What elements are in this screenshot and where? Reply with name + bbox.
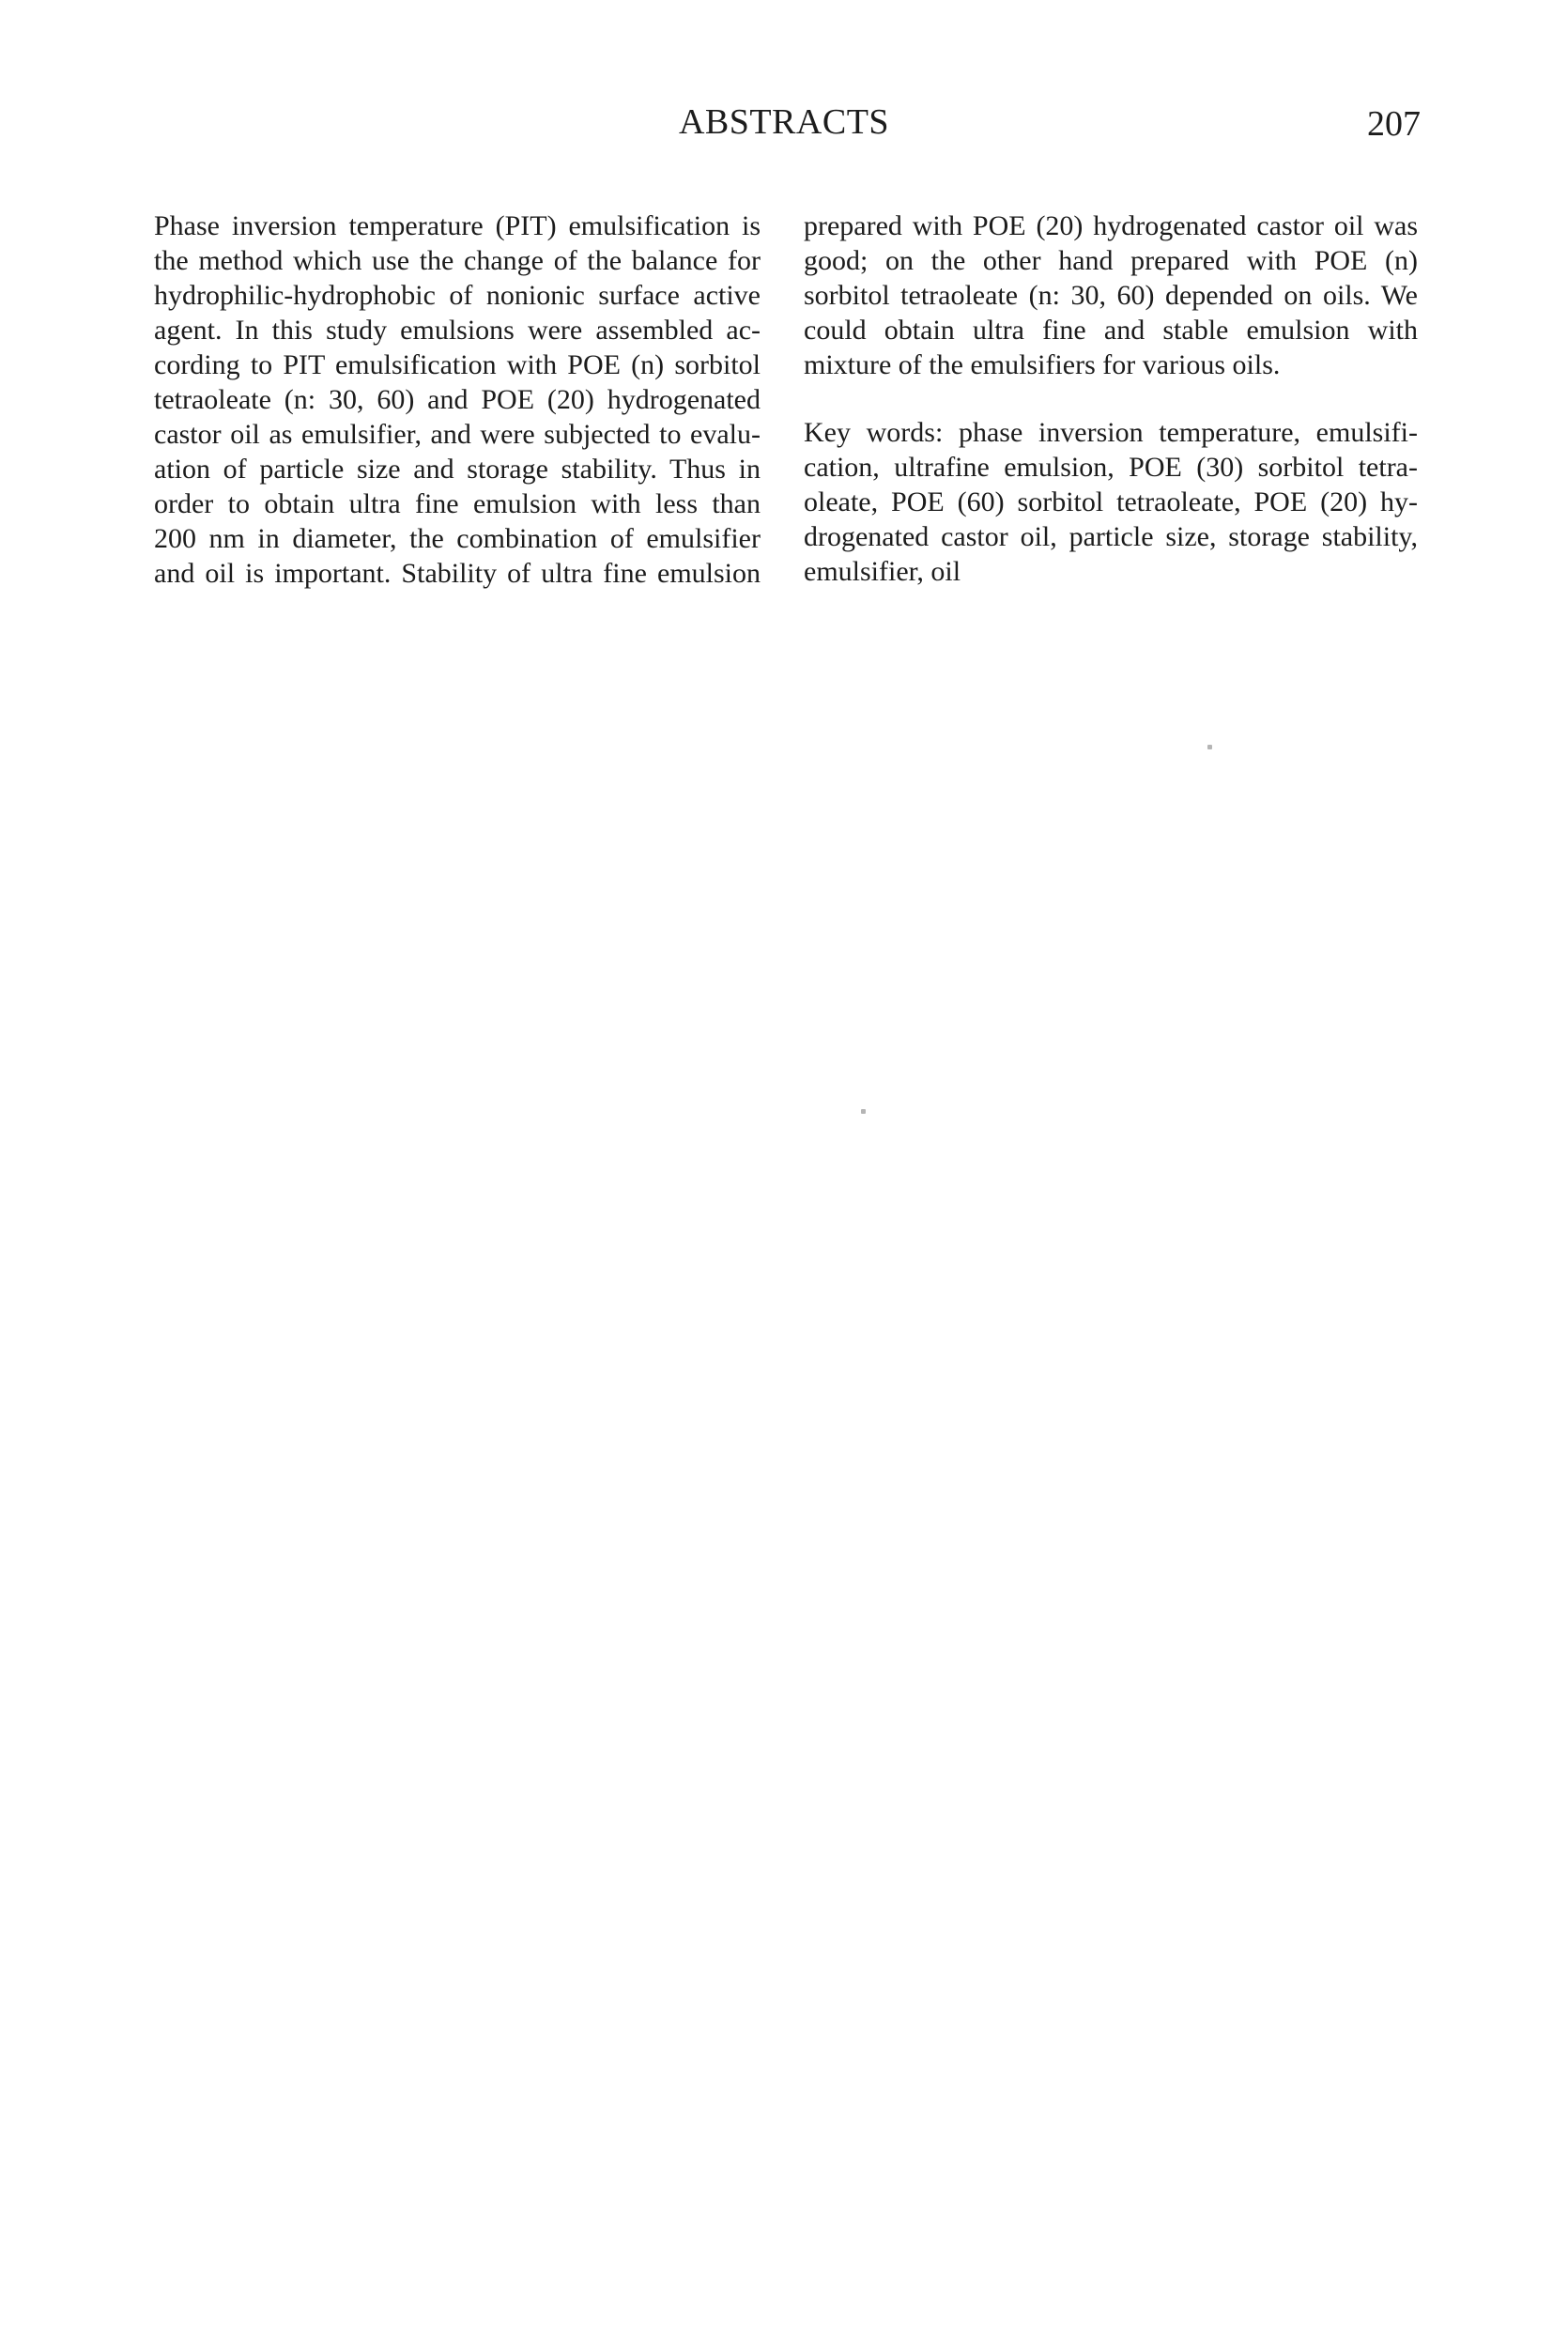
text-line: the method which use the change of the balance for (154, 245, 761, 276)
text-line: emulsifier, oil (804, 556, 961, 587)
text-line: castor oil as emulsifier, and were subjected to evalu- (154, 419, 761, 450)
text-line: hydrophilic-hydrophobic of nonionic surface active (154, 280, 761, 311)
text-line: and oil is important. Stability of ultra fine emulsion (154, 558, 761, 589)
text-line: good; on the other hand prepared with POE (n) (804, 245, 1418, 276)
scan-speck (861, 1109, 866, 1114)
page-number: 207 (1367, 104, 1421, 144)
text-line: cation, ultrafine emulsion, POE (30) sorbitol tetra- (804, 452, 1418, 483)
text-line: tetraoleate (n: 30, 60) and POE (20) hydrogenated (154, 384, 761, 415)
abstract-paragraph-right (804, 208, 1418, 382)
text-line: sorbitol tetraoleate (n: 30, 60) depended on oils. We (804, 280, 1418, 311)
text-line: cording to PIT emulsification with POE (n) sorbitol (154, 349, 761, 380)
page-title: ABSTRACTS (678, 102, 890, 142)
text-line: agent. In this study emulsions were assembled ac- (154, 315, 761, 346)
abstract-left-column (154, 208, 761, 591)
keywords-paragraph (804, 415, 1418, 589)
abstract-paragraph-left (154, 208, 761, 591)
text-line: could obtain ultra fine and stable emulsion with (804, 315, 1418, 346)
text-line: Phase inversion temperature (PIT) emulsification is (154, 210, 761, 241)
abstract-right-column (804, 208, 1418, 589)
text-line: ation of particle size and storage stability. Thus in (154, 454, 761, 485)
text-line: Key words: phase inversion temperature, emulsifi- (804, 417, 1418, 448)
text-line: mixture of the emulsifiers for various oils. (804, 349, 1281, 380)
text-line: oleate, POE (60) sorbitol tetraoleate, POE (20) hy- (804, 486, 1418, 517)
text-line: 200 nm in diameter, the combination of emulsifier (154, 523, 761, 554)
scan-speck (1207, 745, 1212, 749)
text-line: order to obtain ultra fine emulsion with less than (154, 488, 761, 519)
text-line: prepared with POE (20) hydrogenated castor oil was (804, 210, 1418, 241)
text-line: drogenated castor oil, particle size, storage stability, (804, 521, 1418, 552)
